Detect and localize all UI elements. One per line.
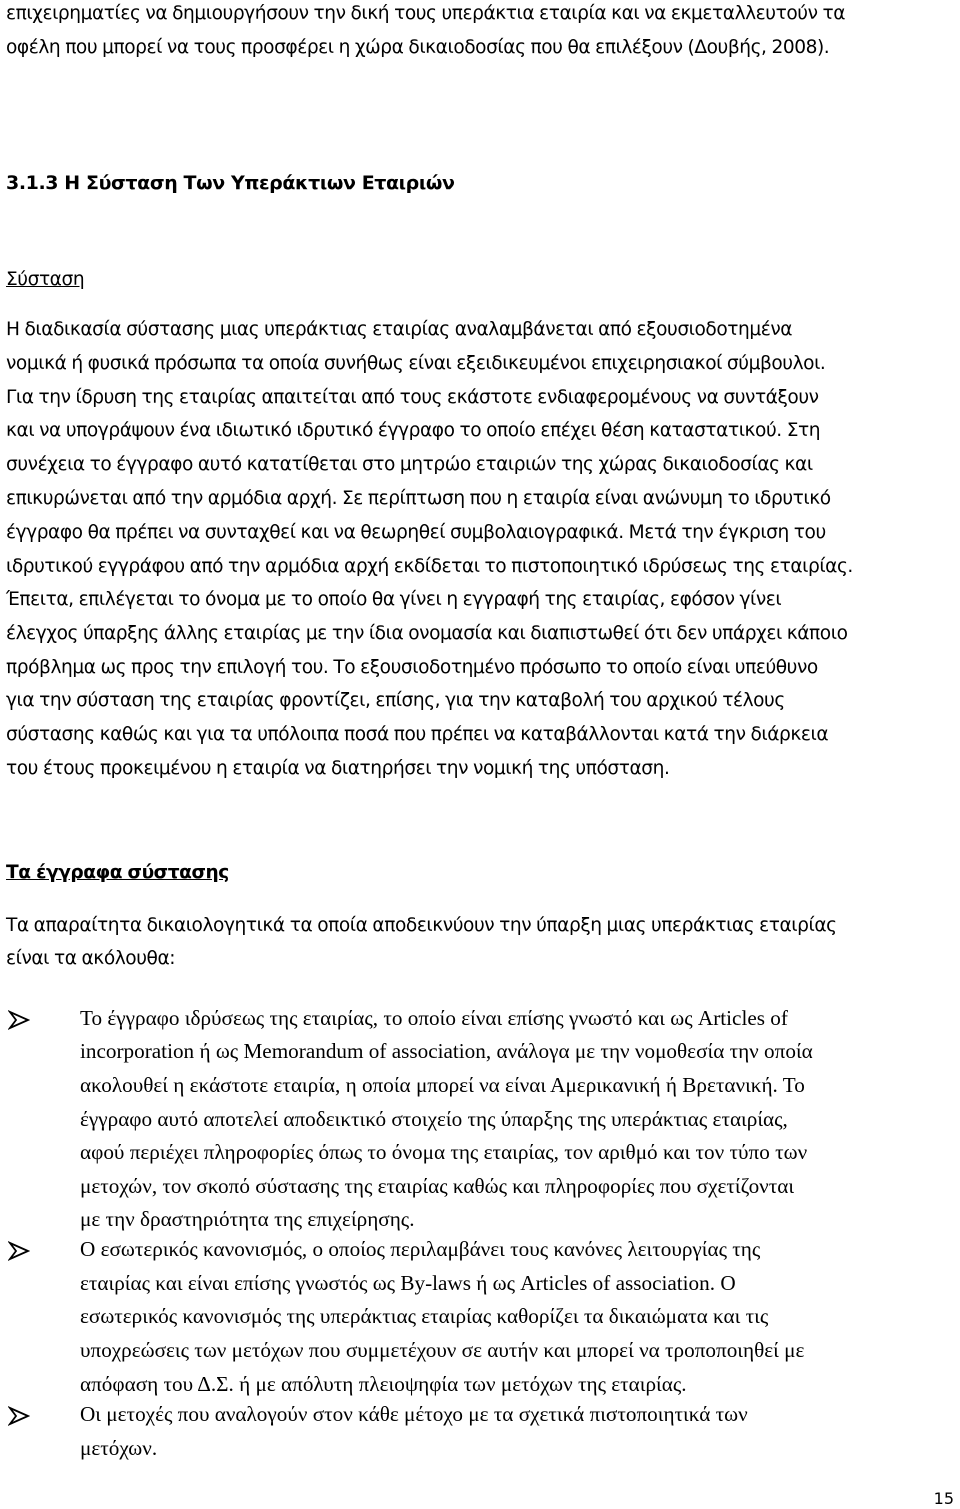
- paragraph-line: ιδρυτικού εγγράφου από την αρμόδια αρχή εκδίδεται το πιστοποιητικό ιδρύσεως της εταιρίας.: [6, 556, 853, 577]
- page-number: 15: [933, 1489, 954, 1508]
- subheading-documents: Τα έγγραφα σύστασης: [6, 862, 229, 883]
- paragraph-line: σύστασης καθώς και για τα υπόλοιπα ποσά που πρέπει να καταβάλλονται κατά την διάρκεια: [6, 724, 829, 745]
- paragraph-line: του έτους προκειμένου η εταιρία να διατηρήσει την νομική της υπόσταση.: [6, 758, 670, 779]
- paragraph-line: για την σύσταση της εταιρίας φροντίζει, επίσης, για την καταβολή του αρχικού τέλους: [6, 690, 785, 711]
- intro-line: οφέλη που μπορεί να τους προσφέρει η χώρα δικαιοδοσίας που θα επιλέξουν (Δουβής, 2008).: [6, 37, 830, 58]
- paragraph-line: νομικά ή φυσικά πρόσωπα τα οποία συνήθως είναι εξειδικευμένοι επιχειρησιακοί σύμβουλοι.: [6, 353, 826, 374]
- bullet-line: έγγραφο αυτό αποτελεί αποδεικτικό στοιχείο της ύπαρξης της υπεράκτιας εταιρίας,: [80, 1107, 788, 1131]
- bullet-line: εσωτερικός κανονισμός της υπεράκτιας εταιρίας καθορίζει τα δικαιώματα και τις: [80, 1304, 769, 1328]
- bullet-line: αφού περιέχει πληροφορίες όπως το όνομα της εταιρίας, τον αριθμό και τον τύπο των: [80, 1140, 808, 1164]
- paragraph-line: Έπειτα, επιλέγεται το όνομα με το οποίο θα γίνει η εγγραφή της εταιρίας, εφόσον γίνει: [6, 589, 782, 610]
- bullet-line: με την δραστηριότητα της επιχείρησης.: [80, 1207, 415, 1231]
- bullet-line: Οι μετοχές που αναλογούν στον κάθε μέτοχο με τα σχετικά πιστοποιητικά των: [80, 1402, 748, 1426]
- documents-intro-line: Τα απαραίτητα δικαιολογητικά τα οποία αποδεικνύουν την ύπαρξη μιας υπεράκτιας εταιρίας: [6, 915, 837, 936]
- bullet-line: εταιρίας και είναι επίσης γνωστός ως By-laws ή ως Articles of association. Ο: [80, 1271, 736, 1295]
- paragraph-line: συνέχεια το έγγραφο αυτό κατατίθεται στο μητρώο εταιριών της χώρας δικαιοδοσίας και: [6, 454, 813, 475]
- intro-line: επιχειρηματίες να δημιουργήσουν την δική τους υπεράκτια εταιρία και να εκμεταλλευτούν τα: [6, 3, 846, 24]
- paragraph-line: και να υπογράψουν ένα ιδιωτικό ιδρυτικό έγγραφο το οποίο επέχει θέση καταστατικού. Στη: [6, 420, 821, 441]
- bullet-line: ακολουθεί η εκάστοτε εταιρία, η οποία μπορεί να είναι Αμερικανική ή Βρετανική. Το: [80, 1073, 805, 1097]
- bullet-line: Ο εσωτερικός κανονισμός, ο οποίος περιλαμβάνει τους κανόνες λειτουργίας της: [80, 1237, 761, 1261]
- bullet-line: μετοχών, τον σκοπό σύστασης της εταιρίας καθώς και πληροφορίες που σχετίζονται: [80, 1174, 795, 1198]
- arrow-bullet-icon: [8, 1406, 30, 1426]
- bullet-line: υποχρεώσεις των μετόχων που συμμετέχουν σε αυτήν και μπορεί να τροποποιηθεί με: [80, 1338, 805, 1362]
- paragraph-line: επικυρώνεται από την αρμόδια αρχή. Σε περίπτωση που η εταιρία είναι ανώνυμη το ιδρυτικό: [6, 488, 831, 509]
- bullet-line: Το έγγραφο ιδρύσεως της εταιρίας, το οποίο είναι επίσης γνωστό και ως Articles of: [80, 1006, 788, 1030]
- section-heading: 3.1.3 Η Σύσταση Των Υπεράκτιων Εταιριών: [6, 172, 455, 194]
- paragraph-line: έλεγχος ύπαρξης άλλης εταιρίας με την ίδια ονομασία και διαπιστωθεί ότι δεν υπάρχει κάποιο: [6, 623, 848, 644]
- arrow-bullet-icon: [8, 1010, 30, 1030]
- bullet-line: απόφαση του Δ.Σ. ή με απόλυτη πλειοψηφία των μετόχων της εταιρίας.: [80, 1372, 687, 1396]
- paragraph-line: Η διαδικασία σύστασης μιας υπεράκτιας εταιρίας αναλαμβάνεται από εξουσιοδοτημένα: [6, 319, 793, 340]
- bullet-line: incorporation ή ως Memorandum of association, ανάλογα με την νομοθεσία την οποία: [80, 1039, 813, 1063]
- subheading-formation: Σύσταση: [6, 269, 85, 290]
- arrow-bullet-icon: [8, 1241, 30, 1261]
- paragraph-line: Για την ίδρυση της εταιρίας απαιτείται από τους εκάστοτε ενδιαφερομένους να συντάξουν: [6, 387, 819, 408]
- paragraph-line: πρόβλημα ως προς την επιλογή του. Το εξουσιοδοτημένο πρόσωπο το οποίο είναι υπεύθυνο: [6, 657, 818, 678]
- paragraph-line: έγγραφο θα πρέπει να συνταχθεί και να θεωρηθεί συμβολαιογραφικά. Μετά την έγκριση του: [6, 522, 826, 543]
- bullet-line: μετόχων.: [80, 1436, 158, 1460]
- documents-intro-line: είναι τα ακόλουθα:: [6, 948, 176, 969]
